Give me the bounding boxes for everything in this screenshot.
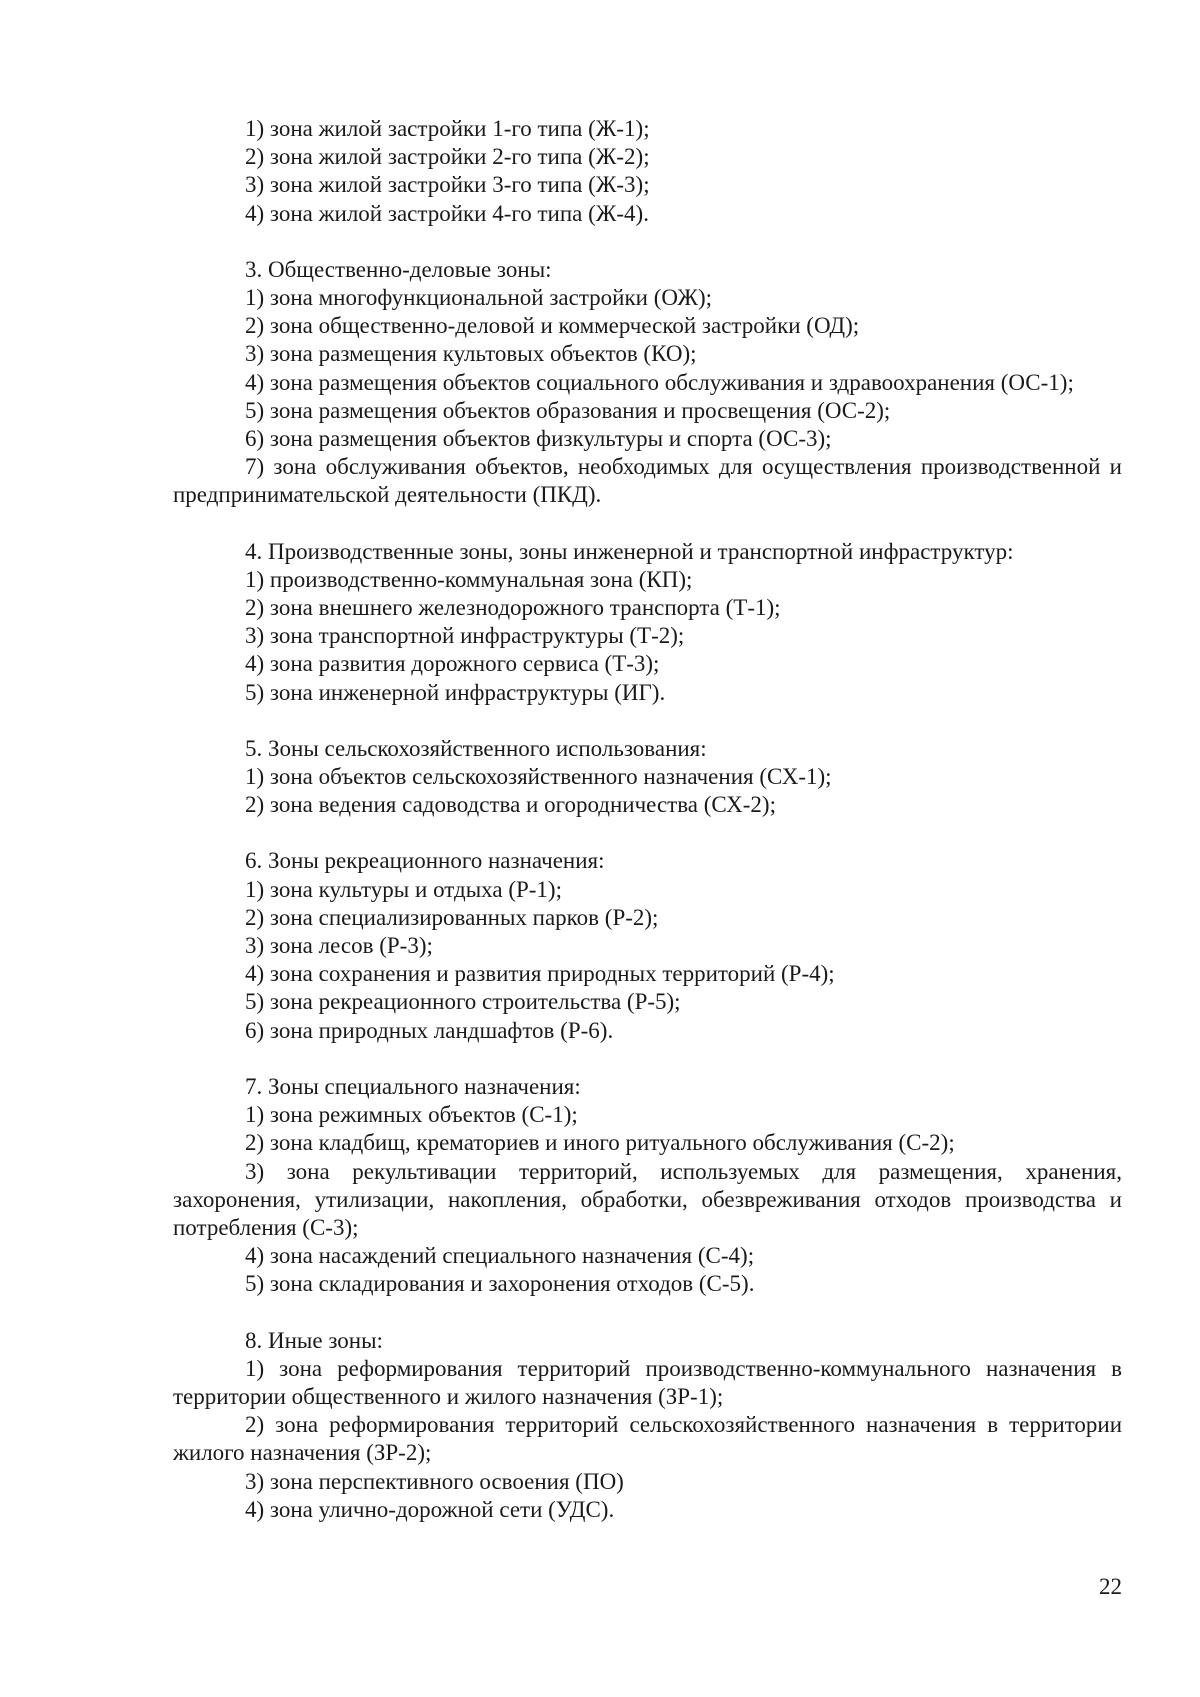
- list-item: 2) зона кладбищ, крематориев и иного ритуального обслуживания (С-2);: [245, 1130, 955, 1156]
- list-item: 7) зона обслуживания объектов, необходимых для осуществления производственной и предпринимательской деятельности (ПКД).: [173, 454, 1122, 508]
- list-item: 2) зона общественно-деловой и коммерческой застройки (ОД);: [245, 313, 860, 339]
- list-item: 3) зона жилой застройки 3-го типа (Ж-3);: [245, 172, 650, 198]
- list-item: 3) зона транспортной инфраструктуры (Т-2);: [245, 623, 685, 649]
- list-item: 6) зона размещения объектов физкультуры и спорта (ОС-3);: [245, 426, 832, 452]
- document-body: [173, 115, 1122, 1524]
- other-zones: [173, 1327, 1122, 1524]
- section-heading: 3. Общественно-деловые зоны:: [245, 256, 552, 282]
- section-heading: 4. Производственные зоны, зоны инженерной и транспортной инфраструктур:: [245, 538, 1014, 564]
- list-item: 1) производственно-коммунальная зона (КП);: [245, 566, 693, 592]
- public-business-zones: [173, 256, 1122, 510]
- list-item: 2) зона внешнего железнодорожного транспорта (Т-1);: [245, 595, 781, 621]
- list-item: 4) зона улично-дорожной сети (УДС).: [245, 1496, 615, 1522]
- list-item: 1) зона режимных объектов (С-1);: [245, 1102, 578, 1128]
- list-item: 1) зона реформирования территорий производственно-коммунального назначения в территории общественного и жилого назначения (ЗР-1);: [173, 1355, 1122, 1409]
- list-item: 1) зона объектов сельскохозяйственного назначения (СХ-1);: [245, 764, 832, 790]
- section-gap: [173, 707, 1122, 735]
- section-gap: [173, 510, 1122, 538]
- section-gap: [173, 1299, 1122, 1327]
- list-item: 3) зона лесов (Р-3);: [245, 933, 433, 959]
- list-item: 4) зона насаждений специального назначения (С-4);: [245, 1243, 755, 1269]
- agricultural-zones: [173, 735, 1122, 820]
- list-item: 4) зона жилой застройки 4-го типа (Ж-4).: [245, 200, 649, 226]
- residential-zones-continued: [173, 115, 1122, 228]
- industrial-infrastructure-zones: [173, 538, 1122, 707]
- section-heading: 5. Зоны сельскохозяйственного использования:: [245, 735, 707, 761]
- list-item: 3) зона размещения культовых объектов (КО);: [245, 341, 697, 367]
- list-item: 1) зона культуры и отдыха (Р-1);: [245, 876, 562, 902]
- list-item: 2) зона специализированных парков (Р-2);: [245, 904, 659, 930]
- list-item: 4) зона развития дорожного сервиса (Т-3);: [245, 651, 660, 677]
- list-item: 5) зона складирования и захоронения отходов (С-5).: [245, 1271, 755, 1297]
- list-item: 4) зона размещения объектов социального обслуживания и здравоохранения (ОС-1);: [245, 369, 1074, 395]
- recreational-zones: [173, 847, 1122, 1044]
- section-gap: [173, 1045, 1122, 1073]
- list-item: 4) зона сохранения и развития природных территорий (Р-4);: [245, 961, 835, 987]
- section-gap: [173, 228, 1122, 256]
- page-number: 22: [1099, 1574, 1122, 1599]
- list-item: 1) зона многофункциональной застройки (ОЖ);: [245, 285, 713, 311]
- list-item: 1) зона жилой застройки 1-го типа (Ж-1);: [245, 116, 650, 141]
- list-item: 3) зона рекультивации территорий, используемых для размещения, хранения, захоронения, утилизации, накопления, обработки, обезвреживания отходов производства и потребления (С-3);: [173, 1158, 1122, 1240]
- section-heading: 7. Зоны специального назначения:: [245, 1073, 581, 1099]
- list-item: 6) зона природных ландшафтов (Р-6).: [245, 1017, 614, 1043]
- list-item: 2) зона жилой застройки 2-го типа (Ж-2);: [245, 144, 650, 170]
- special-purpose-zones: [173, 1073, 1122, 1299]
- list-item: 3) зона перспективного освоения (ПО): [245, 1468, 624, 1494]
- list-item: 5) зона размещения объектов образования и просвещения (ОС-2);: [245, 397, 891, 423]
- list-item: 2) зона ведения садоводства и огородничества (СХ-2);: [245, 792, 776, 818]
- section-heading: 6. Зоны рекреационного назначения:: [245, 848, 605, 874]
- list-item: 2) зона реформирования территорий сельскохозяйственного назначения в территории жилого назначения (ЗР-2);: [173, 1412, 1122, 1466]
- section-gap: [173, 819, 1122, 847]
- list-item: 5) зона рекреационного строительства (Р-5);: [245, 989, 681, 1015]
- section-heading: 8. Иные зоны:: [245, 1327, 383, 1353]
- list-item: 5) зона инженерной инфраструктуры (ИГ).: [245, 679, 666, 705]
